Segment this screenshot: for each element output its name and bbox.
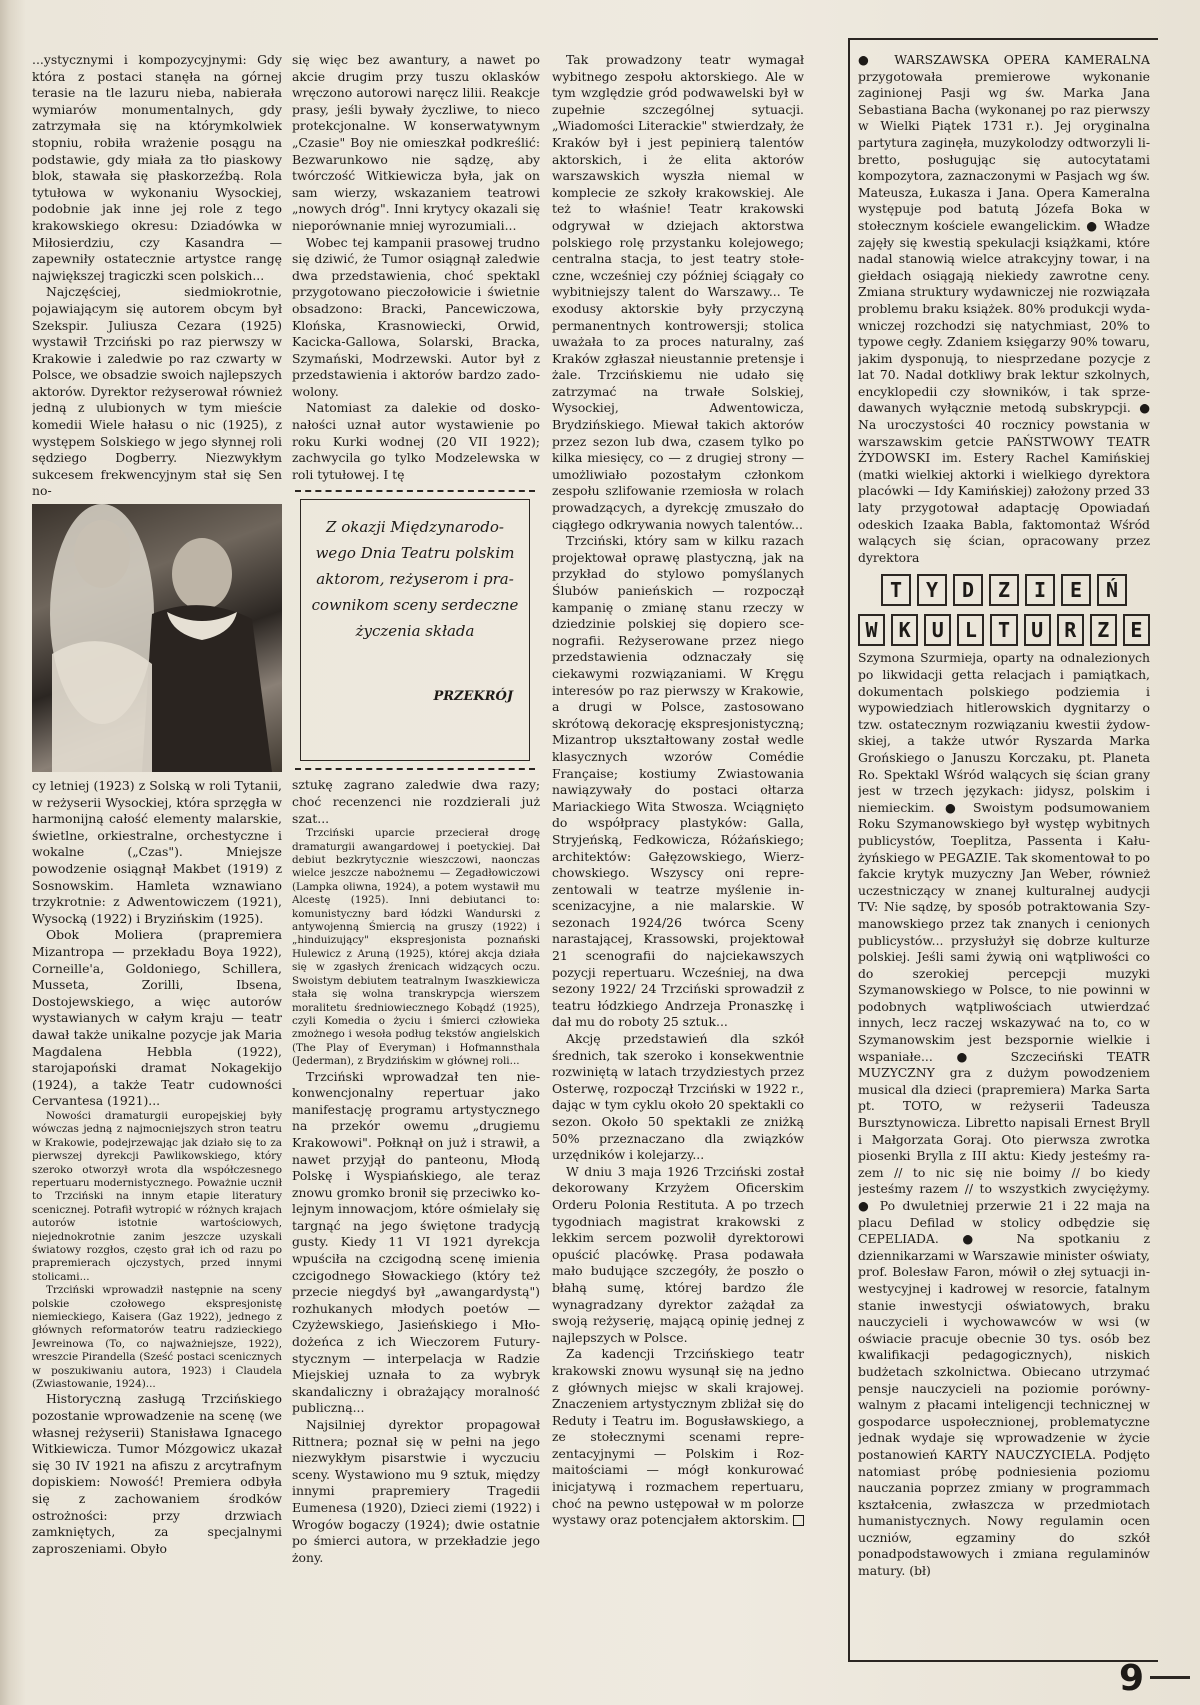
banner-letter: I	[1025, 574, 1055, 606]
banner-tydzien	[858, 574, 1150, 606]
column-1	[32, 52, 282, 1647]
col3-paragraph-3: Akcję przedstawień dla szkół średnich, tak szeroko i konsekwentnie rozwiniętą w latach trzydziestych przez Osterwę, rozpoczął Trzciński w 1922 r., dając w tym cyklu około 20 spektakli co sezon. Około 50 spektakli ze zniżką 50% przeznaczano dla związków urzędników i kolejarzy...	[552, 1031, 804, 1163]
col2-paragraph-2: Wobec tej kampanii prasowej trudno się dziwić, że Tumor osiągnął zaledwie dwa przedstawienia, choć spektakl przygotowano pieczołowicie i świetnie obsadzono: Bracki, Pancewiczowa, Klońska, Krasnowiecki, Orwid, Kacicka-Gallowa, Solarski, Bracka, Szymański, Modrzewski. Autor był z przedstawienia i aktorów bardzo zadowolony.	[292, 234, 540, 399]
col2-paragraph-4: sztukę zagrano zaledwie dwa razy; choć recenzenci nie rozdzierali już szat...	[292, 777, 540, 826]
col1-note-1: Nowości dramaturgii europejskiej były wówczas jedną z najmocniejszych stron teatru w Krakowie, podejrzewając jak działo się to za pierwszej dyrekcji Pawlikowskiego, który szeroko otworzył wrota dla współczesnego repertuaru modernistycznego. Poważnie ucznił to Trzciński na innym etapie literatury scenicznej. Potrafił wytropić w różnych krajach autorów istotnie wartościowych, niejednokrotnie zanim jeszcze uzyskali światowy rozgłos, często grał ich od razu po prapremierach ojczystych, przed innymi stolicami...	[32, 1109, 282, 1283]
col2-note: Trzciński uparcie przecierał drogę dramaturgii awangardowej i poetyckiej. Dał debiut bezkrytycznie wieszczowi, naonczas wielce jeszcze nabożnemu — Zegadłowiczowi (Lampka oliwna, 1924), a potem wystawił mu Alcestę (1925). Inni debiutanci to: komunistyczny bard łódzki Wandurski z antywojenną Śmiercią na gruszy (1922) i „hinduizujący" ekspresjonista poznański Hulewicz z Aruną (1925), której akcja działa się w zgasłych źrenicach widzących oczu. Swoistym debiutem teatralnym Iwaszkiewicza stała się wolna transkrypcja wierszem moralitetu średniowiecznego Kobądź (1925), czyli Komedia o życiu i śmierci człowieka zmożnego i wesoła podług tekstów angielskich (The Play of Everyman) i Hofmannsthala (Jederman), z Brydzińskim w głównej roli...	[292, 827, 540, 1068]
col1-paragraph-2: Najczęściej, siedmiokrotnie, pojawiającym się autorem obcym był Szekspir. Juliusza Cezara (1925) wystawił Trzciński po raz pierwszy w Krakowie i zaledwie po raz czwarty w Polsce, we obsadzie swoich najlepszych aktorów. Dyrektor reżyserował również jedną z ulubionych w tym mieście komedii Wiele hałasu o nic (1925), z występem Solskiego w jego słynnej roli sędziego Dogberry. Niezwykłym sukcesem frekwencyjnym stał się Sen no-	[32, 284, 282, 499]
banner-letter: D	[953, 574, 983, 606]
banner-letter: Ń	[1097, 574, 1127, 606]
page-number: 9	[1118, 1658, 1144, 1699]
col2-paragraph-5: Trzciński wprowadzał ten niekonwencjonalny repertuar jako manifestację programu artystycznego na przekór owemu „drugiemu Krakowowi". Połknął on już i strawił, a nawet przyjął do panteonu, Młodą Polskę i Wyspiańskiego, ale teraz znowu gromko bronił się przeciwko kolejnym innowacjom, które ośmielały się targnąć na jego świętone tradycją gusty. Kiedy 11 VI 1921 dyrekcja wpuściła na czcigodną scenę imienia czcigodnego Słowackiego (który też przecie niegdyś był „awangardystą") rozhukanych młodych poetów — Czyżewskiego, Jasieńskiego i Młodożeńca z ich Wieczorem Futurystycznym — interpelacja w Radzie Miejskiej uznała to za wybryk skandaliczny i obrażający moralność publiczną...	[292, 1068, 540, 1416]
banner-letter: U	[1024, 614, 1051, 646]
greetings-text: Z okazji Międzynarodowego Dnia Teatru polskim aktorom, reżyserom i pracownikom sceny serdeczne życzenia składa	[311, 518, 519, 641]
col3-paragraph-1: Tak prowadzony teatr wymagał wybitnego zespołu aktorskiego. Ale w tym względzie gród podwawelski był w zupełnie szczególnej sytuacji. „Wiadomości Literackie" stwierdzały, że Kraków był i jest pepinierą talentów aktorskich, i że elita aktorów warszawskich wyszła niemal w komplecie ze szkoły krakowskiej. Ale też to właśnie! Teatr krakowski odgrywał w dziejach aktorstwa polskiego rolę przystanku kolejowego; centralna stacja, to jest teatry stołeczne, wcześniej czy później ściągały co wybitniejszy talent do Warszawy... Te exodusy aktorskie były przyczyną permanentnych kontrowersji; stolica uważała to za proces naturalny, zaś Kraków zgłaszał nieustannie pretensje i żale. Trzcińskiemu nie udało się zatrzymać na trwałe Solskiej, Wysockiej, Adwentowicza, Brydzińskiego. Miewał takich aktorów przez sezon lub dwa, czasem tylko po kilka miesięcy, co — z drugiej strony — umożliwiało pozostałym członkom zespołu szlifowanie rzemiosła w rolach prowadzących, a dyrekcję zmuszało do ciągłego odkrywania nowych talentów...	[552, 52, 804, 532]
col1-paragraph-5: Historyczną zasługą Trzcińskiego pozostanie wprowadzenie na scenę (we własnej reżyserii) Stanisława Ignacego Witkiewicza. Tumor Mózgowicz ukazał się 30 IV 1921 na afiszu z arcytrafnym dopiskiem: Nowość! Premiera odbyła się z zachowaniem środków ostrożności: przy drzwiach zamkniętych, za specjalnymi zaproszeniami. Obyło	[32, 1391, 282, 1556]
banner-letter: T	[990, 614, 1017, 646]
banner-letter: E	[1061, 574, 1091, 606]
top-dashed-rule	[295, 490, 535, 492]
page-number-rule	[1150, 1676, 1190, 1679]
banner-letter: L	[957, 614, 984, 646]
end-mark-icon	[793, 1515, 804, 1526]
banner-letter: Z	[1090, 614, 1117, 646]
greetings-signature: PRZEKRÓJ	[433, 689, 513, 705]
greetings-box	[300, 499, 530, 761]
col1-note-2: Trzciński wprowadził następnie na sceny polskie czołowego ekspresjonistę niemieckiego, Kaisera (Gaz 1922), jednego z głównych reformatorów teatru radzieckiego Jewreinowa (To, co najważniejsze, 1922), wreszcie Pirandella (Sześć postaci scenicznych w poszukiwaniu autora, 1923) i Claudela (Zwiastowanie, 1924)...	[32, 1284, 282, 1391]
col2-paragraph-6: Najsilniej dyrektor propagował Rittnera; poznał się w pełni na jego niezwykłym pisarstwie i wyczuciu sceny. Wystawiono mu 9 sztuk, między innymi prapremiery Tragedii Eumenesa (1920), Dzieci ziemi (1922) i Wrogów bogaczy (1924); dwie ostatnie po śmierci autora, w przekładzie jego żony.	[292, 1417, 540, 1565]
theatre-photo	[32, 504, 282, 772]
column-3	[552, 52, 804, 1652]
col3-paragraph-4: W dniu 3 maja 1926 Trzciński został dekorowany Krzyżem Oficerskim Orderu Polonia Restituta. A po trzech tygodniach magistrat krakowski z lekkim sercem pozwolił dyrektorowi opuścić placówkę. Prasa podawała mało budujące szczegóły, że poszło o błahą sumę, której bardzo źle wynagradzany dyrektor zażądał za swoją reżyserię, mającą opinię jednej z najlepszych w Polsce.	[552, 1163, 804, 1345]
col3-paragraph-5	[552, 1346, 804, 1529]
col4-paragraph-1: ● WARSZAWSKA OPERA KAMERALNA przygotowała premierowe wykonanie zaginionej Pasji wg św. Marka Jana Sebastiana Bacha (wykonanej po raz pierwszy w Wielki Piątek 1731 r.). Jej oryginalna partytura zaginęła, muzykolodzy odtworzyli libretto, posługując się autocytatami kompozytora, zaznaczonymi w Pasjach wg św. Mateusza, Łukasza i Jana. Opera Kameralna występuje pod batutą Józefa Boka w stołecznym kościele ewangelickim. ● Władze zajęły się kwestią spekulacji książkami, które nadal stanowią wielce atrakcyjny towar, i na giełdach osiągają niekiedy zawrotne ceny. Zmiana struktury wydawniczej nie rozwiązała problemu braku książek. 80% produkcji wydawniczej rozchodzi się natychmiast, 20% to typowe cegły. Zdaniem księgarzy 90% towaru, jakim dysponują, to niesprzedane pozycje z lat 70. Nadal dotkliwy brak lektur szkolnych, encyklopedii czy słowników, i tak sprzedawanych wyłącznie metodą subskrypcji. ● Na uroczystości 40 rocznicy powstania w warszawskim getcie PAŃSTWOWY TEATR ŻYDOWSKI im. Estery Rachel Kamińskiej (matki wielkiej aktorki i wielkiego dyrektora placówki — Idy Kamińskiej) założony przed 33 laty przygotował adaptację Opowiadań odeskich Izaaka Babla, faktomontaż Wśród walących się ścian, opracowany przez dyrektora	[858, 52, 1150, 565]
col3-paragraph-5-text: Za kadencji Trzcińskiego teatr krakowski znowu wysunął się na jedno z głównych miejsc w skali krajowej. Znaczeniem artystycznym zbliżał się do Reduty i Teatru im. Bogusławskiego, a ze stołecznymi scenami reprezentacyjnymi — Polskim i Rozmaitościami — mógł konkurować inicjatywą i rozmachem repertuaru, choć na pewno ustępował w m polorze wystawy oraz potencjałem aktorskim.	[552, 1346, 804, 1528]
col1-paragraph-3: cy letniej (1923) z Solską w roli Tytanii, w reżyserii Wysockiej, która sprzęgła w harmonijną całość elementy malarskie, świetlne, orkiestralne, orchestyczne i wokalne („Czas"). Mniejsze powodzenie osiągnął Makbet (1919) z Sosnowskim. Hamleta wznawiano trzykrotnie: z Adwentowiczem (1921), Wysocką (1922) i Bryzińskim (1925).	[32, 778, 282, 926]
banner-letter: K	[891, 614, 918, 646]
col2-paragraph-3: Natomiast za dalekie od doskonałości uznał autor wystawienie po roku Kurki wodnej (20 VII 1922); zachwycila go tylko Modzelewska w roli tytułowej. I tę	[292, 400, 540, 482]
banner-letter: Y	[917, 574, 947, 606]
banner-letter: R	[1057, 614, 1084, 646]
column-4	[858, 52, 1150, 1647]
bottom-dashed-rule	[295, 768, 535, 770]
col4-paragraph-2: Szymona Szurmieja, oparty na odnalezionych po likwidacji getta relacjach i pamiątkach, dokumentach polskiego podziemia i wypowiedziach hitlerowskich dygnitarzy o tzw. ostatecznym rozwiązaniu kwestii żydowskiej, a także utwór Ryszarda Marka Grońskiego o Januszu Korczaku, pt. Planeta Ro. Spektakl Wśród walących się ścian grany jest w trzech językach: jidysz, polskim i niemieckim. ● Swoistym podsumowaniem Roku Szymanowskiego był występ wybitnych publicystów, Toeplitza, Passenta i Kałużyńskiego w PEGAZIE. Tak skomentował to po fakcie krytyk muzyczny Jan Weber, również uczestniczący w znanej kulturalnej audycji TV: Nie sądzę, by sposób potraktowania Szymanowskiego przez tak znanych i cenionych publicystów... przysłużył się dobrze kulturze polskiej. Jeśli sami żywią oni wątpliwości co do szerokiej percepcji muzyki Szymanowskiego w Polsce, to nie powinni w podobnych wątpliwościach utwierdzać innych, lecz raczej wskazywać na to, co w Szymanowskim jest bezspornie wielkie i wspaniałe... ● Szczeciński TEATR MUZYCZNY gra z dużym powodzeniem musical dla dzieci (prapremiera) Marka Sarta pt. TOTO, w reżyserii Tadeusza Bursztynowicza. Libretto napisali Ernest Bryll i Małgorzata Goraj. Oto pierwsza zwrotka piosenki Brylla z III aktu: Kiedy jesteśmy razem // to nic się nie boimy // bo kiedy jesteśmy razem // to wszystkich zwyciężymy. ● Po dwuletniej przerwie 21 i 22 maja na placu Defilad w stolicy odbędzie się CEPELIADA. ● Na spotkaniu z dziennikarzami w Warszawie minister oświaty, prof. Bolesław Faron, mówił o złej sytuacji inwestycyjnej i kadrowej w resorcie, fatalnym stanie inwestycji oświatowych, braku nauczycieli i wychowawców w wsi (w oświacie pracuje obecnie 30 tys. osób bez kwalifikacji pedagogicznych), niskich budżetach szkolnictwa. Obiecano utrzymać pensje nauczycieli na poziomie porównywalnym z płacami inteligencji technicznej w gospodarce uspołecznionej, problematyczne jednak wydaje się wprowadzenie w życie postanowień KARTY NAUCZYCIELA. Podjęto natomiast próbę podniesienia poziomu nauczania poprzez zmiany w programmach kształcenia, zwłaszcza w przedmiotach humanistycznych. Nowy regulamin ocen uczniów, egzaminy do szkół ponadpodstawowych i zmiana regulaminów matury. (bł)	[858, 650, 1150, 1579]
banner-w-kulturze	[858, 614, 1150, 646]
col3-paragraph-2: Trzciński, który sam w kilku razach projektował oprawę plastyczną, jak na przykład do stylowo pomyślanych Ślubów panieńskich — rozpoczął kampanię o zmianę stanu rzeczy w dziedzinie polskiej się dopiero scenografii. Reżyserowane przez niego przedstawienia odznaczały się ciekawymi rozwiązaniami. W Kręgu interesów po raz pierwszy w Krakowie, a drugi w Polsce, zastosowano skrótową dekorację ekspresjonistyczną; Mizantrop ukształtowany został wedle klasycznych wzorów Comédie Française; kostiumy Zwiastowania nawiązywały do postaci ołtarza Mariackiego Wita Stwosza. Wciągnięto do współpracy plastyków: Galla, Stryjeńską, Fedkowicza, Różańskiego; architektów: Gałęzowskiego, Wierzchowskiego. Wszyscy oni reprezentowali w teatrze myślenie inscenizacyjne, a nie malarskie. W sezonach 1924/26 twórca Sceny narastającej, Krassowski, projektował 21 scenografii do najciekawszych pozycji repertuaru. Wcześniej, na dwa sezony 1922/ 24 Trzciński sprowadził z teatru łódzkiego Andrzeja Pronaszkę i dał mu do roboty 25 sztuk...	[552, 533, 804, 1030]
banner-letter: T	[881, 574, 911, 606]
col1-paragraph-4: Obok Moliera (prapremiera Mizantropa — przekładu Boya 1922), Corneille'a, Goldoniego, Schillera, Musseta, Zorilli, Ibsena, Dostojewskiego, a więc autorów wystawianych w całym kraju — teatr dawał także unikalne pozycje jak Maria Magdalena Hebbla (1922), starojapoński dramat Nokagekijo (1924), a także Teatr cudowności Cervantesa (1921)...	[32, 927, 282, 1109]
banner-letter: E	[1123, 614, 1150, 646]
banner-letter: Z	[989, 574, 1019, 606]
banner-letter: U	[924, 614, 951, 646]
actors-photo-icon	[32, 504, 282, 772]
column-2	[292, 52, 540, 1652]
col2-paragraph-1: się więc bez awantury, a nawet po akcie drugim przy tuszu oklasków wręczono autorowi naręcz lilii. Reakcje prasy, jeśli bywały życzliwe, to nieco protekcjonalne. W konserwatywnym „Czasie" Boy nie omieszkał podkreślić: Bezwarunkowo nie sądzę, aby twórczość Witkiewicza była, jak on sam wierzy, wskazaniem teatrowi „nowych dróg". Inni krytycy okazali się nieporównanie mniej wyrozumiali...	[292, 52, 540, 233]
col1-paragraph-1: ...ystycznymi i kompozycyjnymi: Gdy która z postaci stanęła na górnej terasie na tle lazuru nieba, nabierała wymiarów monumentalnych, gdy zatrzymała się na którymkolwiek stopniu, robiła wrażenie posągu na podstawie, gdy miała za tło piaskowy blok, stawała się płaskorzeźbą. Rola tytułowa w wykonaniu Wysockiej, podobnie jak inne jej role z tego krakowskiego okresu: Dziadówka w Miłosierdziu, czy Kasandra — zapewniły ostatecznie artystce rangę największej tragiczki scen polskich...	[32, 52, 282, 283]
banner-letter: W	[858, 614, 885, 646]
